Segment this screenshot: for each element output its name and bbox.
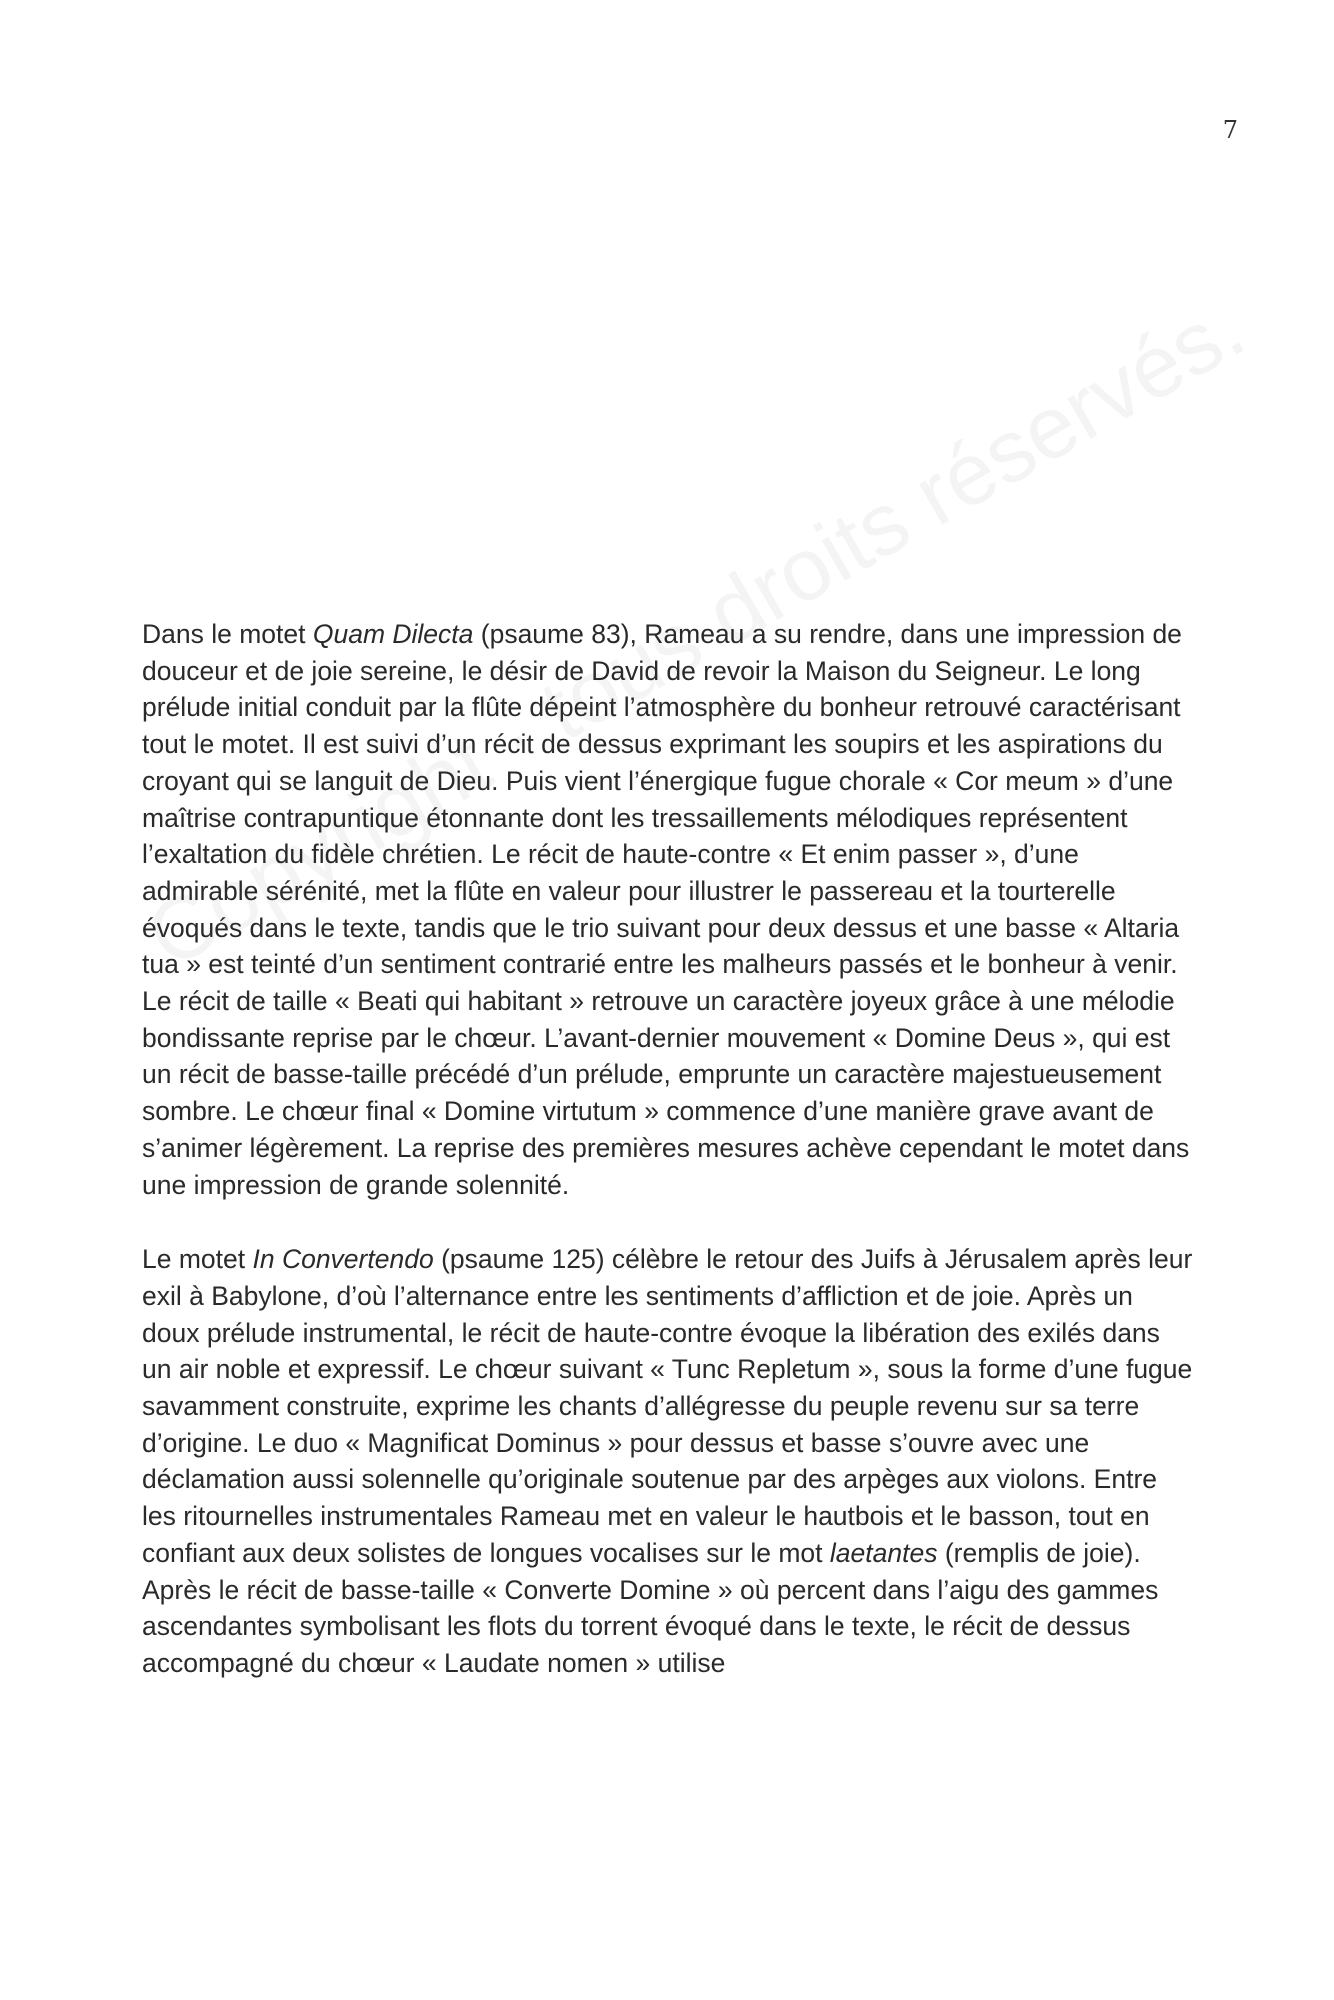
text-span: (psaume 83), Rameau a su rendre, dans une impression de douceur et de joie sereine, le désir de David de revoir la Maison du Seigneur. Le long prélude initial conduit par la flûte dépeint l’atmosphère du bonheur retrouvé caractérisant tout le motet. Il est suivi d’un récit de dessus exprimant les soupirs et les aspirations du croyant qui se languit de Dieu. Puis vient l’énergique fugue chorale « Cor meum » d’une maîtrise contrapuntique étonnante dont les tressaillements mélodiques représentent l’exaltation du fidèle chrétien. Le récit de haute-contre « Et enim passer », d’une admirable sérénité, met la flûte en valeur pour illustrer le passereau et la tourterelle évoqués dans le texte, tandis que le trio suivant pour deux dessus et une basse « Altaria tua » est teinté d’un sentiment contrarié entre les malheurs passés et le bonheur à venir. Le récit de taille « Beati qui habitant » retrouve un caractère joyeux grâce à une mélodie bondissante reprise par le chœur. L’avant-dernier mouvement « Domine Deus », qui est un récit de basse-taille précédé d’un prélude, emprunte un caractère majestueusement sombre. Le chœur final « Domine virtutum » commence d’une manière grave avant de s’animer légèrement. La reprise des premières mesures achève cependant le motet dans une impression de grande solennité. (142, 619, 1190, 1200)
body-text (142, 616, 1196, 1682)
work-title: In Convertendo (252, 1244, 434, 1275)
paragraph-1 (142, 616, 1196, 1203)
text-span: Le motet (142, 1244, 253, 1275)
work-title: Quam Dilecta (312, 619, 474, 649)
page-number: 7 (1222, 116, 1238, 144)
text-span: (psaume 125) célèbre le retour des Juifs à Jérusalem après leur exil à Babylone, d’où l’alternance entre les sentiments d’affliction et de joie. Après un doux prélude instrumental, le récit de haute-contre évoque la libération des exilés dans un air noble et expressif. Le chœur suivant « Tunc Repletum », sous la forme d’une fugue savamment construite, exprime les chants d’allégresse du peuple revenu sur sa terre d’origine. Le duo « Magnificat Dominus » pour dessus et basse s’ouvre avec une déclamation aussi solennelle qu’originale soutenue par des arpèges aux violons. Entre les ritournelles instrumentales Rameau met en valeur le hautbois et le basson, tout en confiant aux deux solistes de longues vocalises sur le mot (142, 1244, 1193, 1568)
latin-term: laetantes (829, 1537, 938, 1568)
text-span: Dans le motet (142, 619, 313, 649)
paragraph-2 (142, 1241, 1196, 1681)
text-span: (remplis de joie). Après le récit de basse-taille « Converte Domine » où percent dans l’aigu des gammes ascendantes symbolisant les flots du torrent évoqué dans le texte, le récit de dessus accompagné du chœur « Laudate nomen » utilise (142, 1537, 1159, 1678)
